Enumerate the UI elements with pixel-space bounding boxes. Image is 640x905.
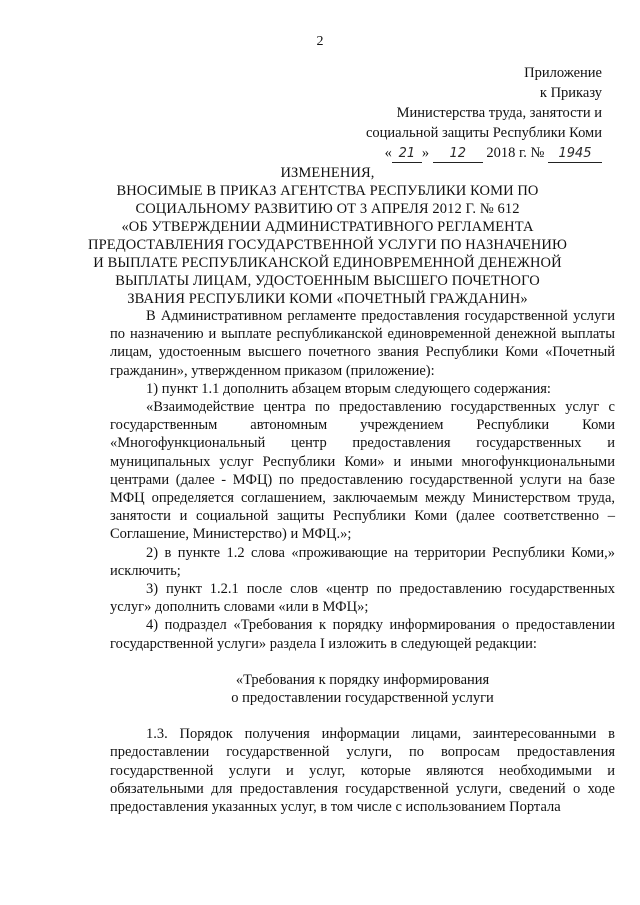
title-line-4: «ОБ УТВЕРЖДЕНИИ АДМИНИСТРАТИВНОГО РЕГЛАМЕНТА xyxy=(121,219,534,235)
document-body xyxy=(110,307,615,816)
title-line-8: ЗВАНИЯ РЕСПУБЛИКИ КОМИ «ПОЧЕТНЫЙ ГРАЖДАНИН» xyxy=(127,291,528,307)
title-line-7: ВЫПЛАТЫ ЛИЦАМ, УДОСТОЕННЫМ ВЫСШЕГО ПОЧЕТНОГО xyxy=(115,273,540,289)
date-close-quote: » xyxy=(421,145,430,161)
date-open-quote: « xyxy=(384,145,392,161)
spacer xyxy=(110,653,615,671)
handwritten-order-number: 1945 xyxy=(548,146,602,163)
appendix-line-2: к Приказу xyxy=(539,85,602,101)
title-line-6: И ВЫПЛАТЕ РЕСПУБЛИКАНСКОЙ ЕДИНОВРЕМЕННОЙ ДЕНЕЖНОЙ xyxy=(93,255,562,271)
page-number: 2 xyxy=(316,34,324,49)
appendix-line-4: социальной защиты Республики Коми xyxy=(365,125,602,141)
item-1-paragraph: 1) пункт 1.1 дополнить абзацем вторым следующего содержания: xyxy=(146,380,551,397)
quote-1-paragraph: «Взаимодействие центра по предоставлению государственных услуг с государственным автономным учреждением Республики Коми «Многофункциональный центр предоставления государственных и муниципальных услуг Республики Коми» и иными многофункциональными центрами (далее - МФЦ) по предоставлению государственной услуги на базе МФЦ определяется соглашением, заключаемым между Министерством труда, занятости и социальной защиты Республики Коми (далее соответственно – Соглашение, Министерство) и МФЦ.»; xyxy=(110,399,615,543)
order-year-number-label: 2018 г. № xyxy=(486,145,545,161)
title-line-3: СОЦИАЛЬНОМУ РАЗВИТИЮ ОТ 3 АПРЕЛЯ 2012 Г. № 612 xyxy=(135,201,520,217)
order-date-line xyxy=(366,143,602,163)
title-line-1: ИЗМЕНЕНИЯ, xyxy=(280,165,375,181)
subheading-line-2: о предоставлении государственной услуги xyxy=(231,690,494,707)
handwritten-day: 21 xyxy=(392,146,422,163)
item-3-paragraph: 3) пункт 1.2.1 после слов «центр по предоставлению государственных услуг» дополнить словами «или в МФЦ»; xyxy=(110,581,615,616)
title-line-5: ПРЕДОСТАВЛЕНИЯ ГОСУДАРСТВЕННОЙ УСЛУГИ ПО НАЗНАЧЕНИЮ xyxy=(88,237,567,253)
handwritten-month: 12 xyxy=(433,146,483,163)
appendix-block xyxy=(366,63,602,163)
title-line-2: ВНОСИМЫЕ В ПРИКАЗ АГЕНТСТВА РЕСПУБЛИКИ КОМИ ПО xyxy=(116,183,539,199)
appendix-line-3: Министерства труда, занятости и xyxy=(396,105,602,121)
paragraph-1-3: 1.3. Порядок получения информации лицами, заинтересованными в предоставлении государственной услуги, по вопросам предоставления государственной услуги и услуг, которые являются необходимыми и обязательными для предоставления государственной услуги, сведений о ходе предоставления указанных услуг, в том числе с использованием Портала xyxy=(110,726,615,816)
item-2-paragraph: 2) в пункте 1.2 слова «проживающие на территории Республики Коми,» исключить; xyxy=(110,544,615,579)
appendix-line-1: Приложение xyxy=(524,65,602,81)
subheading-line-1: «Требования к порядку информирования xyxy=(235,671,490,688)
spacer xyxy=(110,707,615,725)
document-title xyxy=(40,164,615,308)
intro-paragraph: В Административном регламенте предоставления государственной услуги по назначению и выплате республиканской единовременной денежной выплаты лицам, удостоенным высшего почетного звания Республики Коми «Почетный гражданин», утвержденном приказом (приложение): xyxy=(110,308,615,379)
item-4-paragraph: 4) подраздел «Требования к порядку информирования о предоставлении государственной услуги» раздела I изложить в следующей редакции: xyxy=(110,617,615,652)
